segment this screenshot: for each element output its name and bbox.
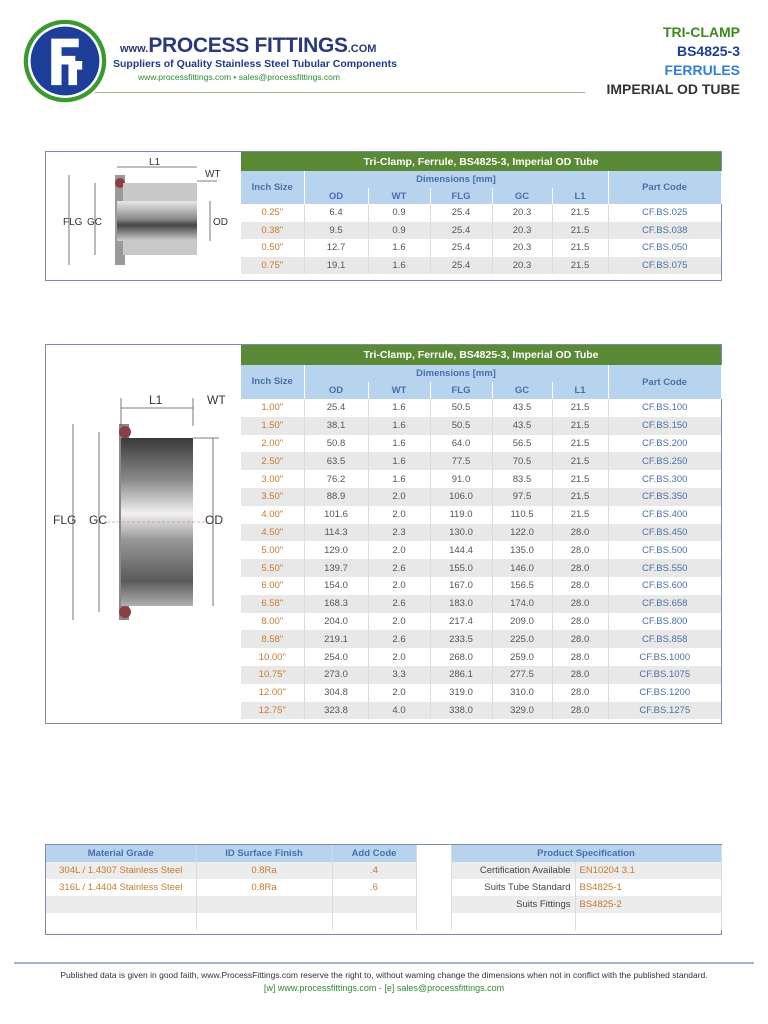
spec-value-2: BS4825-1 xyxy=(575,879,721,896)
cell-part-code: CF.BS.1000 xyxy=(608,648,721,666)
cell-inch-size: 6.00" xyxy=(241,577,304,595)
col-flg: FLG xyxy=(430,188,492,204)
cell-part-code: CF.BS.075 xyxy=(608,257,721,275)
cell-wt: 2.0 xyxy=(368,488,430,506)
cell-part-code: CF.BS.1275 xyxy=(608,702,721,720)
cell-part-code: CF.BS.200 xyxy=(608,435,721,453)
cell-l1: 28.0 xyxy=(552,577,608,595)
cell-gc: 225.0 xyxy=(492,630,552,648)
cell-l1: 21.5 xyxy=(552,506,608,524)
cell-part-code: CF.BS.800 xyxy=(608,613,721,631)
cell-inch-size: 6.58" xyxy=(241,595,304,613)
cell-inch-size: 12.00" xyxy=(241,684,304,702)
surface-finish-1: 0.8Ra xyxy=(196,862,332,879)
cell-flg: 77.5 xyxy=(430,452,492,470)
spec-label-2: Suits Tube Standard xyxy=(451,879,575,896)
cell-inch-size: 0.75" xyxy=(241,257,304,275)
cell-part-code: CF.BS.050 xyxy=(608,239,721,257)
cell-wt: 1.6 xyxy=(368,452,430,470)
cell-part-code: CF.BS.300 xyxy=(608,470,721,488)
cell-od: 76.2 xyxy=(304,470,368,488)
table-row xyxy=(241,435,721,453)
cell-part-code: CF.BS.500 xyxy=(608,541,721,559)
label-l1-large: L1 xyxy=(149,393,163,407)
table-row xyxy=(241,417,721,435)
cell-gc: 174.0 xyxy=(492,595,552,613)
cell-l1: 28.0 xyxy=(552,559,608,577)
add-code-empty xyxy=(332,913,416,930)
col-product-spec: Product Specification xyxy=(451,845,721,862)
cell-gc: 70.5 xyxy=(492,452,552,470)
surface-finish-empty xyxy=(196,896,332,913)
table-row xyxy=(241,648,721,666)
table-row xyxy=(241,595,721,613)
cell-wt: 1.6 xyxy=(368,417,430,435)
cell-l1: 21.5 xyxy=(552,239,608,257)
table-row xyxy=(241,257,721,275)
cell-flg: 286.1 xyxy=(430,666,492,684)
table-row xyxy=(241,399,721,417)
cell-inch-size: 10.00" xyxy=(241,648,304,666)
cell-gc: 97.5 xyxy=(492,488,552,506)
footer-disclaimer: Published data is given in good faith, www.ProcessFittings.com reserve the right to, without warning change the dimensions when not in conflict with the published standard. xyxy=(60,970,708,980)
cell-wt: 0.9 xyxy=(368,204,430,222)
cell-od: 38.1 xyxy=(304,417,368,435)
cell-flg: 233.5 xyxy=(430,630,492,648)
footer-links[interactable]: [w] www.processfittings.com - [e] sales@processfittings.com xyxy=(263,983,505,993)
cell-od: 9.5 xyxy=(304,222,368,240)
table-gap xyxy=(416,913,451,930)
col-inch-size: Inch Size xyxy=(241,365,304,399)
table-row xyxy=(241,702,721,720)
cell-flg: 130.0 xyxy=(430,524,492,542)
cell-flg: 338.0 xyxy=(430,702,492,720)
cell-l1: 21.5 xyxy=(552,399,608,417)
cell-l1: 21.5 xyxy=(552,204,608,222)
surface-finish-empty xyxy=(196,913,332,930)
cell-flg: 217.4 xyxy=(430,613,492,631)
cell-flg: 183.0 xyxy=(430,595,492,613)
col-material-grade: Material Grade xyxy=(46,845,196,862)
cell-od: 254.0 xyxy=(304,648,368,666)
cell-wt: 0.9 xyxy=(368,222,430,240)
table-row xyxy=(241,577,721,595)
cell-inch-size: 3.00" xyxy=(241,470,304,488)
col-part-code: Part Code xyxy=(608,365,721,399)
cell-flg: 319.0 xyxy=(430,684,492,702)
cell-od: 154.0 xyxy=(304,577,368,595)
col-od: OD xyxy=(304,188,368,204)
cell-flg: 64.0 xyxy=(430,435,492,453)
cell-wt: 2.0 xyxy=(368,506,430,524)
cell-inch-size: 0.25" xyxy=(241,204,304,222)
table-gap xyxy=(416,845,451,862)
cell-l1: 21.5 xyxy=(552,488,608,506)
cell-inch-size: 8.00" xyxy=(241,613,304,631)
cell-od: 168.3 xyxy=(304,595,368,613)
cell-gc: 277.5 xyxy=(492,666,552,684)
table-row xyxy=(241,559,721,577)
cell-inch-size: 2.00" xyxy=(241,435,304,453)
cell-gc: 146.0 xyxy=(492,559,552,577)
spec-label-empty xyxy=(451,913,575,930)
cell-od: 129.0 xyxy=(304,541,368,559)
cell-od: 114.3 xyxy=(304,524,368,542)
cell-part-code: CF.BS.450 xyxy=(608,524,721,542)
cell-inch-size: 12.75" xyxy=(241,702,304,720)
cell-od: 304.8 xyxy=(304,684,368,702)
table-row xyxy=(241,630,721,648)
cell-flg: 25.4 xyxy=(430,239,492,257)
cell-l1: 28.0 xyxy=(552,666,608,684)
cell-inch-size: 5.00" xyxy=(241,541,304,559)
cell-gc: 20.3 xyxy=(492,257,552,275)
table-row xyxy=(241,666,721,684)
cell-l1: 28.0 xyxy=(552,524,608,542)
table-gap xyxy=(416,879,451,896)
cell-od: 273.0 xyxy=(304,666,368,684)
cell-gc: 43.5 xyxy=(492,417,552,435)
cell-gc: 122.0 xyxy=(492,524,552,542)
cell-flg: 50.5 xyxy=(430,417,492,435)
table-row xyxy=(241,524,721,542)
footer-divider xyxy=(14,962,754,964)
cell-part-code: CF.BS.100 xyxy=(608,399,721,417)
cell-part-code: CF.BS.350 xyxy=(608,488,721,506)
cell-flg: 155.0 xyxy=(430,559,492,577)
brand-name: www.PROCESS FITTINGS.COM xyxy=(120,34,377,57)
cell-wt: 2.6 xyxy=(368,559,430,577)
title-ferrules: FERRULES xyxy=(664,62,740,78)
cell-wt: 2.3 xyxy=(368,524,430,542)
cell-od: 204.0 xyxy=(304,613,368,631)
cell-gc: 20.3 xyxy=(492,222,552,240)
title-tri-clamp: TRI-CLAMP xyxy=(663,24,740,40)
table-row xyxy=(241,684,721,702)
cell-wt: 2.6 xyxy=(368,595,430,613)
label-wt-large: WT xyxy=(207,393,226,407)
cell-wt: 1.6 xyxy=(368,470,430,488)
material-grade-1: 304L / 1.4307 Stainless Steel xyxy=(46,862,196,879)
cell-od: 323.8 xyxy=(304,702,368,720)
label-gc-large: GC xyxy=(89,513,107,527)
cell-od: 50.8 xyxy=(304,435,368,453)
cell-l1: 28.0 xyxy=(552,541,608,559)
table-title: Tri-Clamp, Ferrule, BS4825-3, Imperial OD Tube xyxy=(241,152,721,171)
cell-l1: 21.5 xyxy=(552,257,608,275)
add-code-2: .6 xyxy=(332,879,416,896)
spec-table-2 xyxy=(241,345,722,719)
cell-gc: 209.0 xyxy=(492,613,552,631)
cell-part-code: CF.BS.025 xyxy=(608,204,721,222)
material-grade-empty xyxy=(46,896,196,913)
cell-inch-size: 3.50" xyxy=(241,488,304,506)
cell-inch-size: 0.38" xyxy=(241,222,304,240)
cell-od: 88.9 xyxy=(304,488,368,506)
spec-label-1: Certification Available xyxy=(451,862,575,879)
cell-od: 101.6 xyxy=(304,506,368,524)
title-standard: BS4825-3 xyxy=(676,43,740,59)
spec-label-3: Suits Fittings xyxy=(451,896,575,913)
cell-part-code: CF.BS.250 xyxy=(608,452,721,470)
spec-table-1 xyxy=(241,152,722,274)
ferrule-diagram-large xyxy=(47,346,240,722)
col-inch-size: Inch Size xyxy=(241,171,304,204)
table-row xyxy=(241,470,721,488)
cell-flg: 25.4 xyxy=(430,257,492,275)
cell-od: 25.4 xyxy=(304,399,368,417)
cell-wt: 1.6 xyxy=(368,257,430,275)
cell-l1: 28.0 xyxy=(552,630,608,648)
surface-finish-2: 0.8Ra xyxy=(196,879,332,896)
cell-part-code: CF.BS.1075 xyxy=(608,666,721,684)
materials-table xyxy=(46,845,722,930)
cell-inch-size: 10.75" xyxy=(241,666,304,684)
cell-flg: 167.0 xyxy=(430,577,492,595)
cell-inch-size: 8.58" xyxy=(241,630,304,648)
cell-l1: 21.5 xyxy=(552,222,608,240)
title-imperial: IMPERIAL OD TUBE xyxy=(606,81,740,97)
cell-flg: 268.0 xyxy=(430,648,492,666)
cell-wt: 2.0 xyxy=(368,577,430,595)
cell-gc: 135.0 xyxy=(492,541,552,559)
cell-gc: 56.5 xyxy=(492,435,552,453)
cell-gc: 110.5 xyxy=(492,506,552,524)
cell-part-code: CF.BS.600 xyxy=(608,577,721,595)
cell-gc: 83.5 xyxy=(492,470,552,488)
cell-wt: 3.3 xyxy=(368,666,430,684)
cell-l1: 28.0 xyxy=(552,648,608,666)
cell-inch-size: 4.00" xyxy=(241,506,304,524)
cell-gc: 20.3 xyxy=(492,204,552,222)
cell-inch-size: 1.50" xyxy=(241,417,304,435)
cell-wt: 2.6 xyxy=(368,630,430,648)
label-gc: GC xyxy=(87,217,102,228)
cell-inch-size: 4.50" xyxy=(241,524,304,542)
table-gap xyxy=(416,862,451,879)
cell-gc: 156.5 xyxy=(492,577,552,595)
col-od: OD xyxy=(304,382,368,399)
cell-part-code: CF.BS.858 xyxy=(608,630,721,648)
cell-l1: 21.5 xyxy=(552,435,608,453)
table-gap xyxy=(416,896,451,913)
cell-wt: 1.6 xyxy=(368,239,430,257)
cell-wt: 2.0 xyxy=(368,541,430,559)
spec-value-3: BS4825-2 xyxy=(575,896,721,913)
label-flg-large: FLG xyxy=(53,513,77,527)
material-grade-empty xyxy=(46,913,196,930)
cell-part-code: CF.BS.038 xyxy=(608,222,721,240)
cell-part-code: CF.BS.658 xyxy=(608,595,721,613)
label-od-large: OD xyxy=(205,513,223,527)
label-od: OD xyxy=(213,217,228,228)
header-contacts: www.processfittings.com • sales@processfittings.com xyxy=(138,72,340,82)
spec-value-empty xyxy=(575,913,721,930)
cell-flg: 25.4 xyxy=(430,204,492,222)
cell-flg: 144.4 xyxy=(430,541,492,559)
cell-od: 6.4 xyxy=(304,204,368,222)
table-row xyxy=(241,613,721,631)
cell-flg: 25.4 xyxy=(430,222,492,240)
cell-wt: 2.0 xyxy=(368,648,430,666)
cell-inch-size: 5.50" xyxy=(241,559,304,577)
table-row xyxy=(241,239,721,257)
cell-flg: 119.0 xyxy=(430,506,492,524)
label-l1: L1 xyxy=(149,157,161,168)
add-code-empty xyxy=(332,896,416,913)
cell-part-code: CF.BS.400 xyxy=(608,506,721,524)
table-row xyxy=(241,506,721,524)
col-l1: L1 xyxy=(552,382,608,399)
table-row xyxy=(241,452,721,470)
ferrule-diagram-small xyxy=(47,153,240,279)
label-wt: WT xyxy=(205,169,221,180)
cell-l1: 21.5 xyxy=(552,417,608,435)
cell-wt: 1.6 xyxy=(368,399,430,417)
cell-gc: 329.0 xyxy=(492,702,552,720)
col-dimensions: Dimensions [mm] xyxy=(304,171,608,188)
col-flg: FLG xyxy=(430,382,492,399)
cell-wt: 1.6 xyxy=(368,435,430,453)
col-gc: GC xyxy=(492,188,552,204)
cell-flg: 106.0 xyxy=(430,488,492,506)
col-wt: WT xyxy=(368,382,430,399)
tagline: Suppliers of Quality Stainless Steel Tubular Components xyxy=(113,58,397,70)
cell-part-code: CF.BS.150 xyxy=(608,417,721,435)
cell-l1: 28.0 xyxy=(552,613,608,631)
cell-l1: 28.0 xyxy=(552,595,608,613)
table-row xyxy=(241,204,721,222)
col-add-code: Add Code xyxy=(332,845,416,862)
cell-od: 219.1 xyxy=(304,630,368,648)
cell-flg: 50.5 xyxy=(430,399,492,417)
cell-l1: 28.0 xyxy=(552,702,608,720)
cell-gc: 310.0 xyxy=(492,684,552,702)
cell-od: 19.1 xyxy=(304,257,368,275)
cell-l1: 21.5 xyxy=(552,452,608,470)
col-gc: GC xyxy=(492,382,552,399)
cell-inch-size: 1.00" xyxy=(241,399,304,417)
cell-inch-size: 0.50" xyxy=(241,239,304,257)
cell-wt: 2.0 xyxy=(368,613,430,631)
label-flg: FLG xyxy=(63,217,83,228)
cell-gc: 20.3 xyxy=(492,239,552,257)
cell-part-code: CF.BS.1200 xyxy=(608,684,721,702)
col-surface-finish: ID Surface Finish xyxy=(196,845,332,862)
cell-flg: 91.0 xyxy=(430,470,492,488)
col-part-code: Part Code xyxy=(608,171,721,204)
cell-wt: 4.0 xyxy=(368,702,430,720)
cell-inch-size: 2.50" xyxy=(241,452,304,470)
table-row xyxy=(241,488,721,506)
cell-l1: 28.0 xyxy=(552,684,608,702)
spec-value-1: EN10204 3.1 xyxy=(575,862,721,879)
col-dimensions: Dimensions [mm] xyxy=(304,365,608,382)
cell-gc: 259.0 xyxy=(492,648,552,666)
add-code-1: .4 xyxy=(332,862,416,879)
cell-od: 63.5 xyxy=(304,452,368,470)
cell-od: 139.7 xyxy=(304,559,368,577)
cell-l1: 21.5 xyxy=(552,470,608,488)
table-title: Tri-Clamp, Ferrule, BS4825-3, Imperial OD Tube xyxy=(241,345,721,365)
col-wt: WT xyxy=(368,188,430,204)
table-row xyxy=(241,222,721,240)
cell-part-code: CF.BS.550 xyxy=(608,559,721,577)
cell-gc: 43.5 xyxy=(492,399,552,417)
table-row xyxy=(241,541,721,559)
material-grade-2: 316L / 1.4404 Stainless Steel xyxy=(46,879,196,896)
header-divider xyxy=(95,92,585,93)
cell-wt: 2.0 xyxy=(368,684,430,702)
cell-od: 12.7 xyxy=(304,239,368,257)
col-l1: L1 xyxy=(552,188,608,204)
